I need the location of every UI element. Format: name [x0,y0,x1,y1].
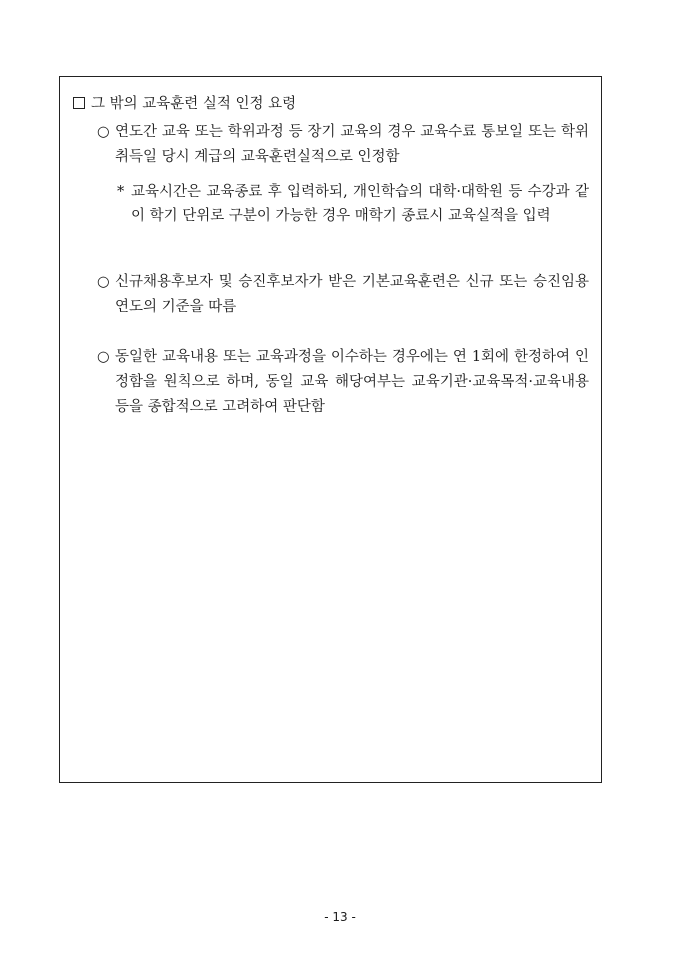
asterisk-icon: * [117,184,125,200]
circle-bullet-icon: ○ [97,349,110,365]
list-item-text: 연도간 교육 또는 학위과정 등 장기 교육의 경우 교육수료 통보일 또는 학위취득일 당시 계급의 교육훈련실적으로 인정함 [115,124,589,165]
list-item-text: 동일한 교육내용 또는 교육과정을 이수하는 경우에는 연 1회에 한정하여 인정함을 원칙으로 하며, 동일 교육 해당여부는 교육기관·교육목적·교육내용 등을 종합적으로 고려하여 판단함 [115,349,589,415]
page-number: - 13 - [324,910,356,924]
circle-bullet-icon: ○ [97,274,110,290]
footnote-text: 교육시간은 교육종료 후 입력하되, 개인학습의 대학·대학원 등 수강과 같이 학기 단위로 구분이 가능한 경우 매학기 종료시 교육실적을 입력 [131,184,589,224]
section-heading [73,94,296,114]
list-item-same-education [97,345,589,420]
footnote-education-hours [117,180,589,228]
section-title: 그 밖의 교육훈련 실적 인정 요령 [91,96,297,112]
list-item-long-term-education [97,120,589,170]
list-item-candidates-training [97,270,589,320]
checkbox-square-icon [73,97,85,109]
circle-bullet-icon: ○ [97,124,110,140]
list-item-text: 신규채용후보자 및 승진후보자가 받은 기본교육훈련은 신규 또는 승진임용 연도의 기준을 따름 [115,274,589,315]
